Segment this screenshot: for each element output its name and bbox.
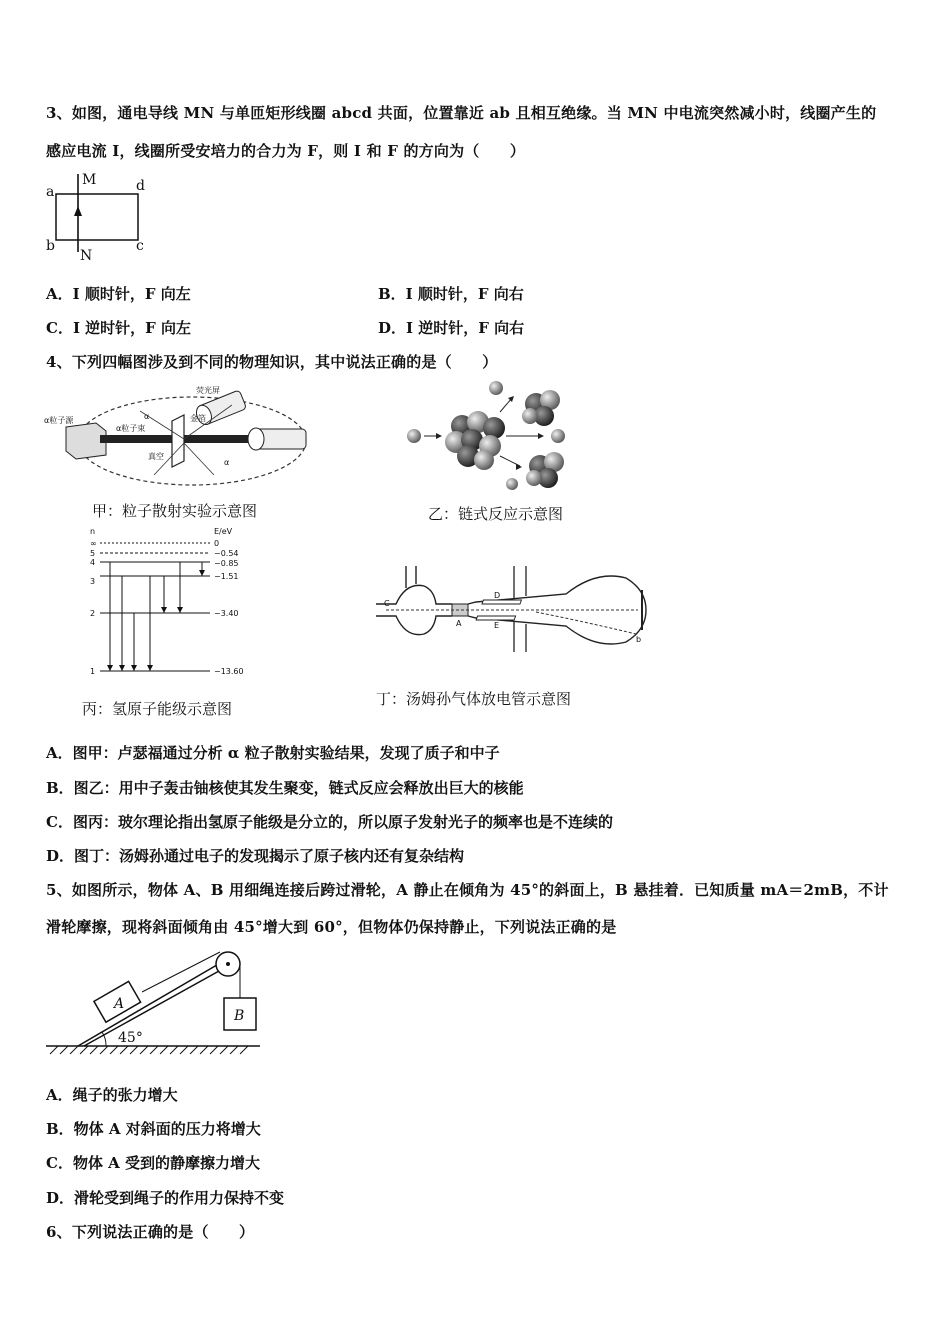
q4-stem: 4、下列四幅图涉及到不同的物理知识，其中说法正确的是（ ） [46,353,498,371]
q5-option-b[interactable]: B．物体 A 对斜面的压力将增大 [46,1120,261,1138]
q4-option-b[interactable]: B．图乙：用中子轰击铀核使其发生聚变，链式反应会释放出巨大的核能 [46,779,524,797]
q4-caption-ding: 丁：汤姆孙气体放电管示意图 [376,690,572,708]
ding-label-D: D [494,591,501,600]
bing-n-4: 4 [90,558,96,567]
bing-n-2: 2 [90,609,96,618]
q3-option-a[interactable]: A．I 顺时针，F 向左 [46,285,191,303]
bing-e-5: −0.54 [214,549,239,558]
q4-caption-bing: 丙：氢原子能级示意图 [82,700,233,718]
q5-stem-line2: 滑轮摩擦，现将斜面倾角由 45°增大到 60°，但物体仍保持静止，下列说法正确的是 [46,918,617,936]
jia-label-beam: α粒子束 [116,424,146,433]
q3-label-c: c [136,238,144,254]
jia-label-foil: 金箔 [190,414,206,423]
q3-label-a: a [46,184,55,200]
bing-e-2: −3.40 [214,609,239,618]
ding-label-E: E [494,621,500,630]
q4-caption-jia: 甲：粒子散射实验示意图 [92,502,258,520]
q5-option-a[interactable]: A．绳子的张力增大 [46,1086,178,1104]
q3-stem-line1: 3、如图，通电导线 MN 与单匝矩形线圈 abcd 共面，位置靠近 ab 且相互绝缘。当 MN 中电流突然减小时，线圈产生的 [46,104,877,122]
bing-n-inf: ∞ [90,539,97,548]
bing-e-1: −13.60 [214,667,244,676]
q4-caption-yi: 乙：链式反应示意图 [428,505,564,523]
q3-label-b: b [46,238,55,254]
q3-label-N: N [80,248,93,264]
ding-label-C: C [384,599,390,608]
jia-label-alpha: α [144,412,150,421]
q3-option-c[interactable]: C．I 逆时针，F 向左 [46,319,192,337]
q6-stem: 6、下列说法正确的是（ ） [46,1223,255,1241]
bing-e-3: −1.51 [214,572,239,581]
q4-option-a[interactable]: A．图甲：卢瑟福通过分析 α 粒子散射实验结果，发现了质子和中子 [46,744,500,762]
bing-n-5: 5 [90,549,96,558]
jia-label-alpha-2: α [224,458,230,467]
q3-option-b[interactable]: B．I 顺时针，F 向右 [378,285,524,303]
jia-label-source: α粒子源 [44,416,74,425]
q3-figure-coil [44,170,154,262]
q3-stem-line2: 感应电流 I，线圈所受安培力的合力为 F，则 I 和 F 的方向为（ ） [46,142,526,160]
bing-n-label: n [90,527,96,536]
bing-e-label: E/eV [214,527,233,536]
bing-n-1: 1 [90,667,96,676]
q5-label-A: A [114,996,125,1012]
q4-figure-yi-chain-reaction [402,378,582,494]
bing-e-inf: 0 [214,539,220,548]
q4-option-d[interactable]: D．图丁：汤姆孙通过电子的发现揭示了原子核内还有复杂结构 [46,847,465,865]
bing-n-3: 3 [90,577,96,586]
q5-label-B: B [234,1008,245,1024]
q3-option-d[interactable]: D．I 逆时针，F 向右 [378,319,525,337]
ding-label-b: b [636,635,642,644]
q3-label-M: M [82,172,97,188]
q5-option-d[interactable]: D．滑轮受到绳子的作用力保持不变 [46,1189,285,1207]
q5-label-angle: 45° [118,1030,143,1046]
jia-label-vacuum: 真空 [148,452,164,461]
ding-label-A: A [456,619,462,628]
q4-figure-jia-scattering [44,383,314,495]
q5-figure-incline-pulley [44,942,264,1058]
q4-figure-bing-energy-levels [86,526,256,678]
bing-e-4: −0.85 [214,559,239,568]
jia-label-screen: 荧光屏 [196,386,220,395]
q3-label-d: d [136,178,145,194]
yi-nucleus [445,411,505,470]
q4-option-c[interactable]: C．图丙：玻尔理论指出氢原子能级是分立的，所以原子发射光子的频率也是不连续的 [46,813,613,831]
q5-stem-line1: 5、如图所示，物体 A、B 用细绳连接后跨过滑轮，A 静止在倾角为 45°的斜面上，B 悬挂着．已知质量 mA＝2mB，不计 [46,881,889,899]
q5-option-c[interactable]: C．物体 A 受到的静摩擦力增大 [46,1154,261,1172]
q4-figure-ding-discharge-tube [366,560,656,660]
